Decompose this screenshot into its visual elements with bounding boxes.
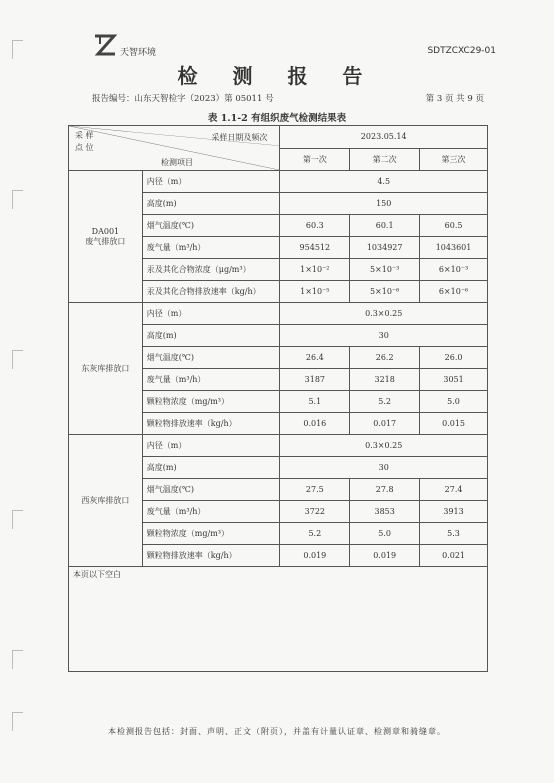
value-cell: 30 [280,457,488,479]
remark-cell: 本页以下空白 [69,567,488,672]
table-row [69,435,488,457]
company-logo [92,32,156,58]
item-cell: 颗粒物排放速率（kg/h） [142,545,280,567]
value-cell: 3722 [280,501,350,523]
value-cell: 26.4 [280,347,350,369]
value-cell: 5×10⁻⁶ [350,281,420,303]
remark-row [69,567,488,672]
value-cell: 1034927 [350,237,420,259]
item-cell: 汞及其化合物浓度（μg/m³） [142,259,280,281]
value-cell: 1043601 [420,237,488,259]
item-cell: 烟气温度(℃) [142,347,280,369]
page-title: 检 测 报 告 [177,64,377,88]
corner-left-label: 采 样 点 位 [75,131,94,152]
value-cell: 6×10⁻⁶ [420,281,488,303]
report-number: 报告编号：山东天智检字（2023）第 05011 号 [92,94,274,104]
value-cell: 60.5 [420,215,488,237]
value-cell: 5.2 [280,523,350,545]
freq-2: 第二次 [350,148,420,171]
item-cell: 内径（m） [142,303,280,325]
freq-1: 第一次 [280,148,350,171]
item-cell: 高度(m) [142,325,280,347]
value-cell: 30 [280,325,488,347]
value-cell: 5×10⁻³ [350,259,420,281]
value-cell: 0.017 [350,413,420,435]
value-cell: 1×10⁻² [280,259,350,281]
item-cell: 内径（m） [142,435,280,457]
value-cell: 60.1 [350,215,420,237]
value-cell: 3218 [350,369,420,391]
value-cell: 3051 [420,369,488,391]
corner-cell [69,126,280,171]
value-cell: 3853 [350,501,420,523]
value-cell: 1×10⁻⁵ [280,281,350,303]
item-cell: 烟气温度(℃) [142,215,280,237]
value-cell: 27.4 [420,479,488,501]
item-cell: 颗粒物排放速率（kg/h） [142,413,280,435]
item-cell: 内径（m） [142,171,280,193]
value-cell: 5.2 [350,391,420,413]
document-code: SDTZCXC29-01 [427,46,496,56]
item-cell: 颗粒物浓度（mg/m³） [142,391,280,413]
value-cell: 0.3×0.25 [280,435,488,457]
item-cell: 颗粒物浓度（mg/m³） [142,523,280,545]
value-cell: 60.3 [280,215,350,237]
value-cell: 0.019 [280,545,350,567]
item-cell: 烟气温度(℃) [142,479,280,501]
sampling-point-cell: 西灰库排放口 [69,435,143,567]
value-cell: 5.0 [420,391,488,413]
sampling-date: 2023.05.14 [280,126,488,149]
value-cell: 26.2 [350,347,420,369]
item-cell: 汞及其化合物排放速率（kg/h） [142,281,280,303]
value-cell: 6×10⁻³ [420,259,488,281]
value-cell: 27.8 [350,479,420,501]
value-cell: 0.3×0.25 [280,303,488,325]
footer-note: 本检测报告包括：封面、声明、正文（附页），并盖有计量认证章、检测章和骑缝章。 [108,727,446,736]
value-cell: 0.015 [420,413,488,435]
value-cell: 4.5 [280,171,488,193]
value-cell: 0.016 [280,413,350,435]
value-cell: 3187 [280,369,350,391]
item-cell: 高度(m) [142,193,280,215]
value-cell: 3913 [420,501,488,523]
item-cell: 废气量（m³/h） [142,501,280,523]
logo-text: 天智环境 [120,47,157,58]
results-table [68,125,488,672]
freq-3: 第三次 [420,148,488,171]
corner-top-label: 采样日期及频次 [211,133,268,142]
value-cell: 26.0 [420,347,488,369]
page-number: 第 3 页 共 9 页 [425,94,484,104]
value-cell: 0.021 [420,545,488,567]
corner-bottom-label: 检测项目 [161,158,193,167]
sampling-point-cell: 东灰库排放口 [69,303,143,435]
value-cell: 150 [280,193,488,215]
value-cell: 954512 [280,237,350,259]
table-row [69,303,488,325]
item-cell: 废气量（m³/h） [142,369,280,391]
value-cell: 27.5 [280,479,350,501]
value-cell: 5.0 [350,523,420,545]
sampling-point-cell: DA001 废气排放口 [69,171,143,303]
item-cell: 废气量（m³/h） [142,237,280,259]
table-row [69,171,488,193]
tz-logo-icon [92,32,118,58]
value-cell: 5.3 [420,523,488,545]
item-cell: 高度(m) [142,457,280,479]
table-title: 表 1.1-2 有组织废气检测结果表 [207,113,347,124]
table-header-row [69,126,488,149]
value-cell: 5.1 [280,391,350,413]
value-cell: 0.019 [350,545,420,567]
